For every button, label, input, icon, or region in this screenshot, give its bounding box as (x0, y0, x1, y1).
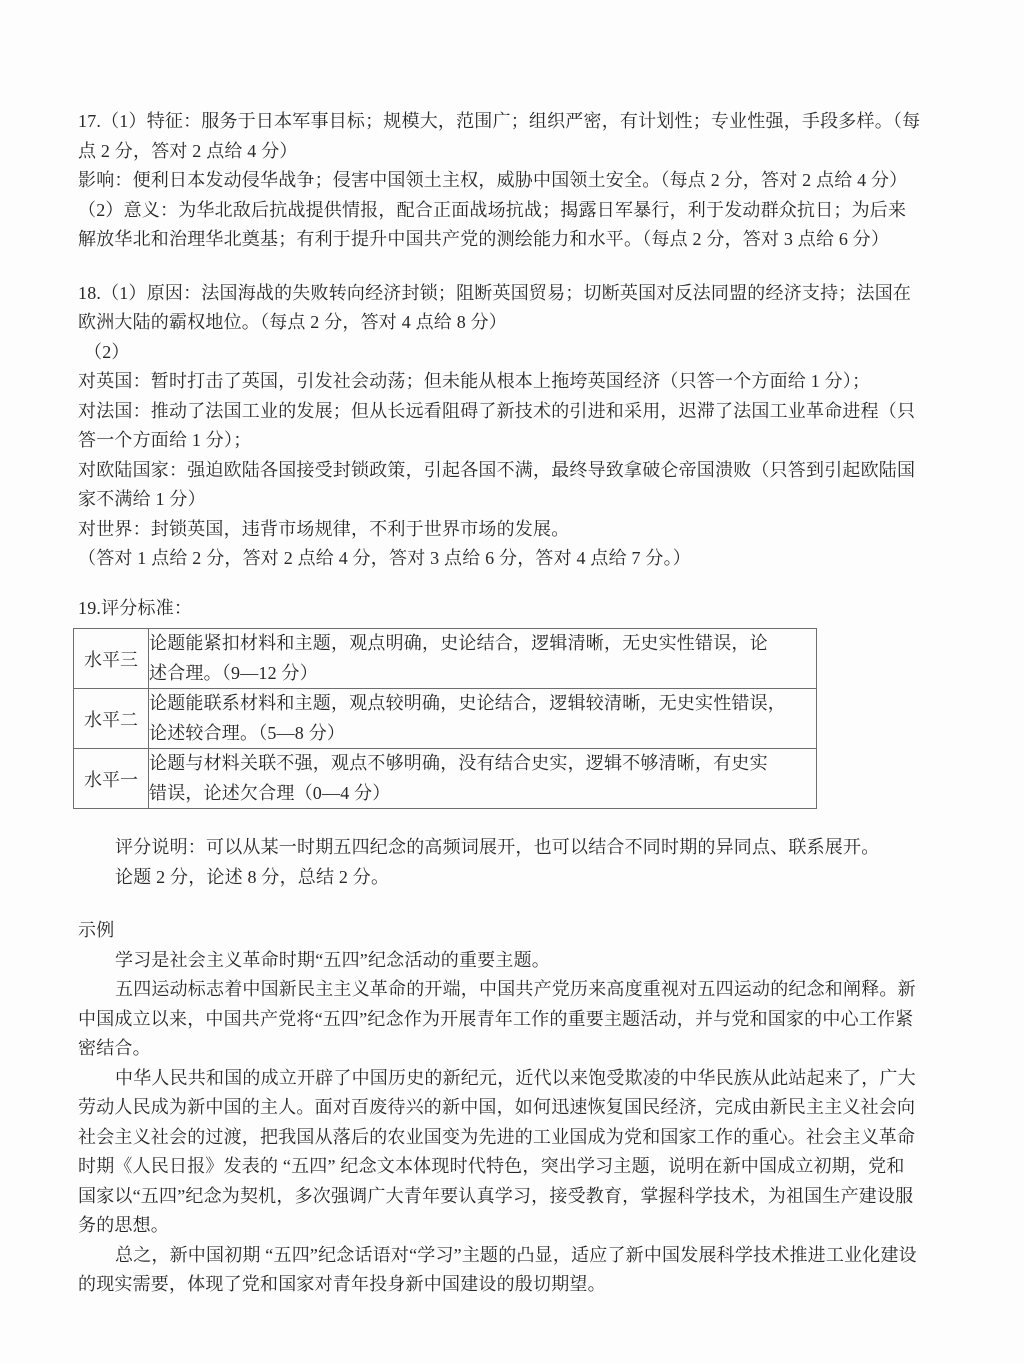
example-line: 务的思想。 (78, 1215, 169, 1235)
question-18-answer (78, 279, 946, 574)
q18-line: 对欧陆国家：强迫欧陆各国接受封锁政策，引起各国不满，最终导致拿破仑帝国溃败（只答到引起欧陆国 (78, 459, 916, 480)
example-line: 密结合。 (78, 1038, 151, 1058)
rubric-desc-line: 论述较合理。（5—8 分） (149, 722, 346, 743)
rubric-desc-line: 述合理。（9—12 分） (149, 662, 318, 683)
example-line: 五四运动标志着中国新民主主义革命的开端，中国共产党历来高度重视对五四运动的纪念和阐释。新 (115, 979, 916, 999)
rubric-desc-line: 论题能联系材料和主题，观点较明确，史论结合，逻辑较清晰，无史实性错误， (149, 693, 786, 713)
q18-line: （答对 1 点给 2 分，答对 2 点给 4 分，答对 3 点给 6 分，答对 4 点给 7 分。） (78, 548, 691, 568)
example-line: 社会主义社会的过渡，把我国从落后的农业国变为先进的工业国成为党和国家工作的重心。社会主义革命 (78, 1126, 916, 1147)
rubric-desc-line: 论题与材料关联不强，观点不够明确，没有结合史实，逻辑不够清晰，有史实 (149, 753, 768, 773)
scoring-notes (78, 833, 946, 892)
q17-line: 点 2 分，答对 2 点给 4 分） (78, 140, 298, 161)
example-line: 的现实需要，体现了党和国家对青年投身新中国建设的殷切期望。 (78, 1274, 606, 1294)
example-line: 劳动人民成为新中国的主人。面对百废待兴的新中国，如何迅速恢复国民经济，完成由新民主主义社会向 (78, 1097, 916, 1117)
note-line: 评分说明：可以从某一时期五四纪念的高频词展开，也可以结合不同时期的异同点、联系展开。 (115, 837, 880, 857)
rubric-desc-cell (149, 749, 817, 809)
rubric-row-level3 (74, 629, 817, 689)
example-label: 示例 (78, 920, 115, 940)
rubric-desc-cell (149, 689, 817, 749)
note-line: 论题 2 分，论述 8 分，总结 2 分。 (115, 866, 390, 887)
rubric-desc-line: 论题能紧扣材料和主题，观点明确，史论结合，逻辑清晰，无史实性错误，论 (149, 633, 768, 653)
q18-line: 答一个方面给 1 分）； (78, 430, 252, 450)
rubric-body (74, 629, 817, 809)
q17-line: 17.（1）特征：服务于日本军事目标；规模大，范围广；组织严密，有计划性；专业性强，手段多样。（每 (78, 111, 921, 131)
scoring-rubric-table (73, 628, 817, 809)
example-line: 时期《人民日报》发表的 “五四” 纪念文本体现时代特色，突出学习主题，说明在新中国成立初期，党和 (78, 1156, 905, 1176)
question-17-answer (78, 107, 946, 255)
rubric-desc-line: 错误，论述欠合理（0—4 分） (149, 782, 391, 803)
q18-line: 18.（1）原因：法国海战的失败转向经济封锁；阻断英国贸易；切断英国对反法同盟的经济支持；法国在 (78, 282, 912, 303)
q18-line: 家不满给 1 分） (78, 489, 206, 509)
rubric-level-cell: 水平三 (74, 629, 149, 689)
rubric-level-cell: 水平二 (74, 689, 149, 749)
question-19-heading: 19.评分标准： (78, 597, 193, 618)
rubric-desc-cell (149, 629, 817, 689)
q18-line: 对世界：封锁英国，违背市场规律，不利于世界市场的发展。 (78, 518, 570, 539)
q18-line: （2） (84, 341, 130, 362)
answer-key-content (78, 107, 946, 1300)
q17-line: （2）意义：为华北敌后抗战提供情报，配合正面战场抗战；揭露日军暴行，利于发动群众抗日；为后来 (78, 199, 907, 220)
q18-line: 对英国：暂时打击了英国，引发社会动荡；但未能从根本上拖垮英国经济（只答一个方面给 1 分）； (78, 371, 871, 391)
rubric-row-level2 (74, 689, 817, 749)
rubric-row-level1 (74, 749, 817, 809)
example-line: 国家以“五四”纪念为契机，多次强调广大青年要认真学习，接受教育，掌握科学技术，为祖国生产建设服 (78, 1185, 914, 1206)
example-essay (78, 916, 946, 1300)
q18-line: 对法国：推动了法国工业的发展；但从长远看阻碍了新技术的引进和采用，迟滞了法国工业革命进程（只 (78, 400, 916, 421)
q17-line: 影响：便利日本发动侵华战争；侵害中国领土主权，威胁中国领土安全。（每点 2 分，答对 2 点给 4 分） (78, 170, 908, 190)
example-line: 学习是社会主义革命时期“五四”纪念活动的重要主题。 (115, 949, 550, 970)
example-line: 总之，新中国初期 “五四”纪念话语对“学习”主题的凸显，适应了新中国发展科学技术推进工业化建设 (115, 1244, 917, 1265)
q18-line: 欧洲大陆的霸权地位。（每点 2 分，答对 4 点给 8 分） (78, 312, 507, 332)
example-line: 中国成立以来，中国共产党将“五四”纪念作为开展青年工作的重要主题活动，并与党和国家的中心工作紧 (78, 1008, 914, 1029)
q17-line: 解放华北和治理华北奠基；有利于提升中国共产党的测绘能力和水平。（每点 2 分，答对 3 点给 6 分） (78, 229, 890, 249)
example-line: 中华人民共和国的成立开辟了中国历史的新纪元，近代以来饱受欺凌的中华民族从此站起来了，广大 (115, 1067, 916, 1088)
rubric-level-cell: 水平一 (74, 749, 149, 809)
